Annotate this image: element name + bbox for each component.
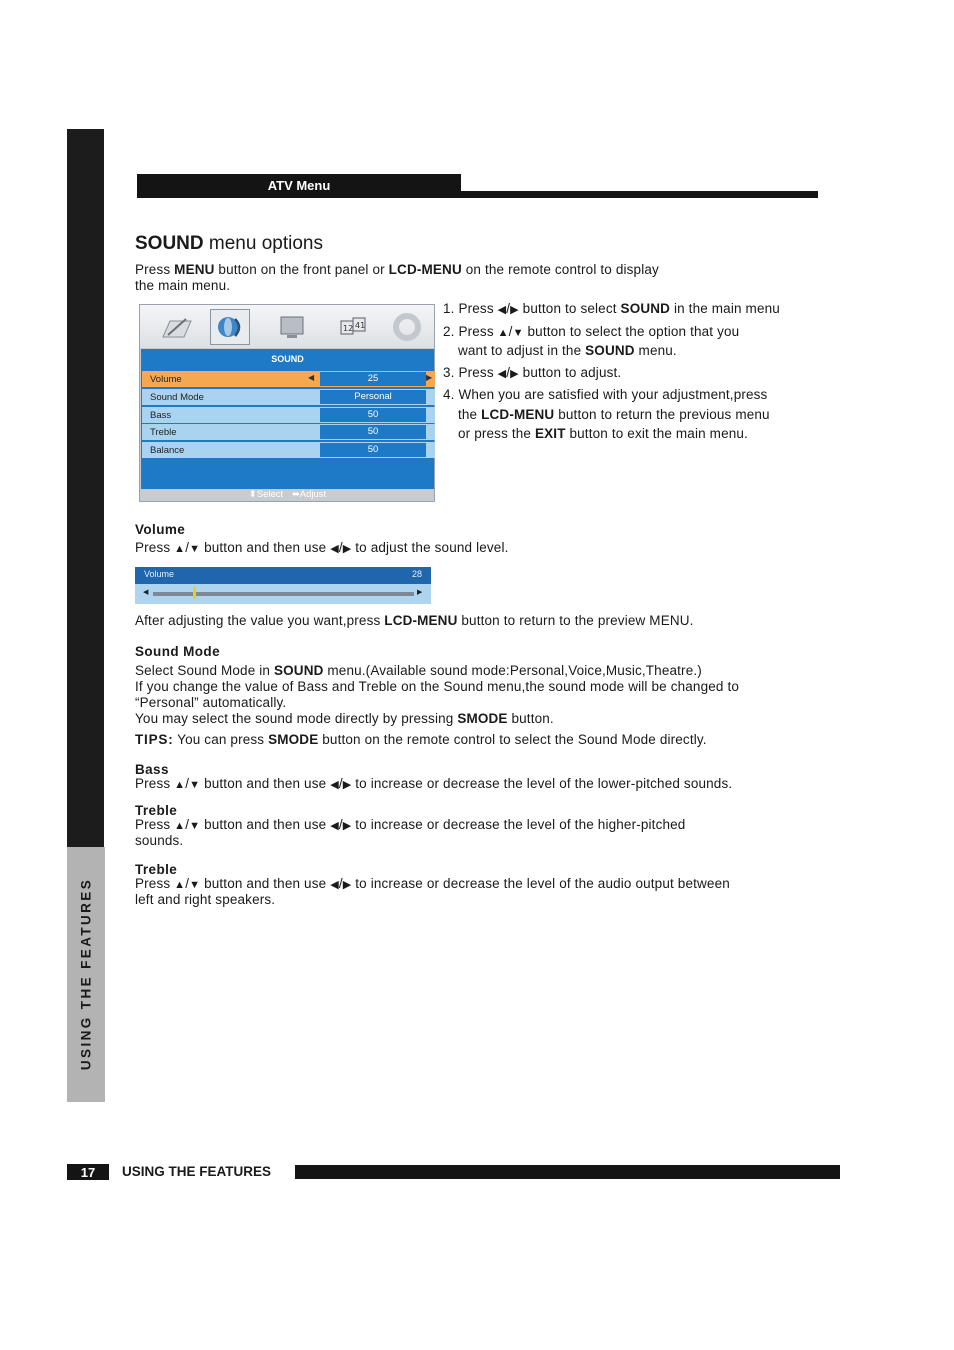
menu-row-balance[interactable] (142, 442, 435, 458)
side-bar (67, 129, 104, 847)
picture-icon (160, 311, 194, 343)
up-arrow-icon: ▲ (174, 879, 186, 891)
header-section: ATV Menu (267, 178, 331, 193)
step-1: 1. Press ◀/▶ button to select SOUND in the main menu (443, 301, 780, 316)
up-arrow-icon: ▲ (497, 327, 509, 339)
down-arrow-icon: ▼ (189, 779, 201, 791)
sound-mode-line-2: If you change the value of Bass and Treble on the Sound menu,the sound mode will be changed to (135, 679, 740, 694)
volume-bar-label: Volume (144, 569, 175, 579)
menu-row-label: Treble (150, 427, 177, 438)
leftright-icon: ⬌ (291, 489, 300, 500)
menu-row-sound-mode[interactable] (142, 389, 435, 405)
step-3: 3. Press ◀/▶ button to adjust. (443, 365, 622, 380)
arrow-right-icon: ▶ (426, 373, 433, 382)
balance-text: Press ▲/▼ button and then use ◀/▶ to increase or decrease the level of the audio output between (135, 876, 730, 891)
screen-icon (275, 311, 309, 343)
volume-bar-screenshot (135, 567, 431, 604)
arrow-right-icon: ▶ (417, 589, 423, 596)
menu-row-value: 25 (320, 372, 426, 386)
menu-row-label: Volume (150, 374, 182, 385)
intro-line-2: the main menu. (135, 278, 231, 293)
left-arrow-icon: ◀ (497, 368, 507, 380)
bass-heading: Bass (135, 762, 169, 777)
menu-row-value: 50 (320, 443, 426, 457)
sound-menu-screenshot (139, 304, 435, 502)
menu-caption: SOUND (271, 354, 304, 364)
right-arrow-icon: ▶ (510, 368, 519, 380)
down-arrow-icon: ▼ (189, 820, 201, 832)
treble-text: Press ▲/▼ button and then use ◀/▶ to increase or decrease the level of the higher-pitched (135, 817, 686, 832)
left-arrow-icon: ◀ (497, 304, 507, 316)
up-arrow-icon: ▲ (174, 543, 186, 555)
step-2-cont: want to adjust in the SOUND menu. (458, 343, 677, 358)
sound-mode-line-4: You may select the sound mode directly by pressing SMODE button. (135, 711, 554, 726)
updown-icon: ⬍ (248, 489, 257, 500)
intro-line-1: Press MENU button on the front panel or LCD-MENU on the remote control to display (135, 262, 659, 277)
menu-row-bass[interactable] (142, 407, 435, 423)
sound-mode-line-1: Select Sound Mode in SOUND menu.(Available sound mode:Personal,Voice,Music,Theatre.) (135, 663, 702, 678)
menu-icon-strip (140, 305, 434, 348)
volume-slider-thumb[interactable] (193, 587, 196, 599)
volume-heading: Volume (135, 522, 186, 537)
volume-after-text: After adjusting the value you want,press LCD-MENU button to return to the preview MENU. (135, 613, 694, 628)
down-arrow-icon: ▼ (189, 543, 201, 555)
sound-mode-line-3: “Personal” automatically. (135, 695, 287, 710)
down-arrow-icon: ▼ (512, 327, 524, 339)
menu-row-volume[interactable] (142, 371, 435, 387)
left-arrow-icon: ◀ (330, 779, 339, 791)
setup-ring-icon (390, 311, 424, 343)
step-4-cont-2: or press the EXIT button to exit the main menu. (458, 426, 748, 441)
bass-text: Press ▲/▼ button and then use ◀/▶ to increase or decrease the level of the lower-pitched sounds. (135, 776, 733, 791)
footer-adjust: Adjust (299, 489, 327, 500)
treble-heading: Treble (135, 803, 178, 818)
footer-rule (295, 1165, 840, 1179)
arrow-left-icon: ◀ (308, 373, 315, 382)
balance-text-cont: left and right speakers. (135, 892, 276, 907)
page-number: 17 (80, 1165, 96, 1180)
menu-panel (141, 349, 434, 489)
up-arrow-icon: ▲ (174, 820, 186, 832)
volume-text: Press ▲/▼ button and then use ◀/▶ to adjust the sound level. (135, 540, 509, 555)
clock-icon (336, 311, 370, 343)
volume-bar-header (135, 567, 431, 584)
footer-select: Select (256, 489, 284, 500)
sound-mode-heading: Sound Mode (135, 644, 220, 659)
step-2: 2. Press ▲/▼ button to select the option that you (443, 324, 740, 339)
volume-bar-value: 28 (411, 569, 422, 579)
step-4: 4. When you are satisfied with your adjustment,press (443, 387, 768, 402)
menu-row-treble[interactable] (142, 424, 435, 440)
sound-icon (213, 311, 247, 343)
menu-row-value: 50 (320, 425, 426, 439)
menu-row-label: Balance (150, 445, 185, 456)
left-arrow-icon: ◀ (330, 543, 339, 555)
left-arrow-icon: ◀ (330, 820, 339, 832)
left-arrow-icon: ◀ (330, 879, 339, 891)
tips-line: TIPS: You can press SMODE button on the remote control to select the Sound Mode directly. (135, 732, 707, 747)
menu-row-label: Bass (150, 410, 172, 421)
footer-title: USING THE FEATURES (122, 1164, 272, 1179)
right-arrow-icon: ▶ (342, 820, 352, 832)
right-arrow-icon: ▶ (342, 779, 352, 791)
svg-text:41: 41 (355, 321, 366, 330)
side-label: USING THE FEATURES (78, 877, 94, 1071)
menu-footer (141, 489, 434, 501)
arrow-left-icon: ◀ (143, 589, 149, 596)
treble-text-cont: sounds. (135, 833, 184, 848)
right-arrow-icon: ▶ (510, 304, 519, 316)
page-title: SOUND menu options (135, 233, 323, 254)
menu-row-value: Personal (320, 390, 426, 404)
down-arrow-icon: ▼ (189, 879, 201, 891)
svg-text:12: 12 (343, 324, 354, 333)
balance-heading: Treble (135, 862, 178, 877)
menu-row-value: 50 (320, 408, 426, 422)
right-arrow-icon: ▶ (342, 879, 352, 891)
menu-row-label: Sound Mode (150, 392, 204, 403)
volume-slider-track[interactable] (153, 592, 414, 596)
step-4-cont-1: the LCD-MENU button to return the previous menu (458, 407, 770, 422)
right-arrow-icon: ▶ (342, 543, 352, 555)
up-arrow-icon: ▲ (174, 779, 186, 791)
volume-bar-track-area (135, 584, 431, 604)
